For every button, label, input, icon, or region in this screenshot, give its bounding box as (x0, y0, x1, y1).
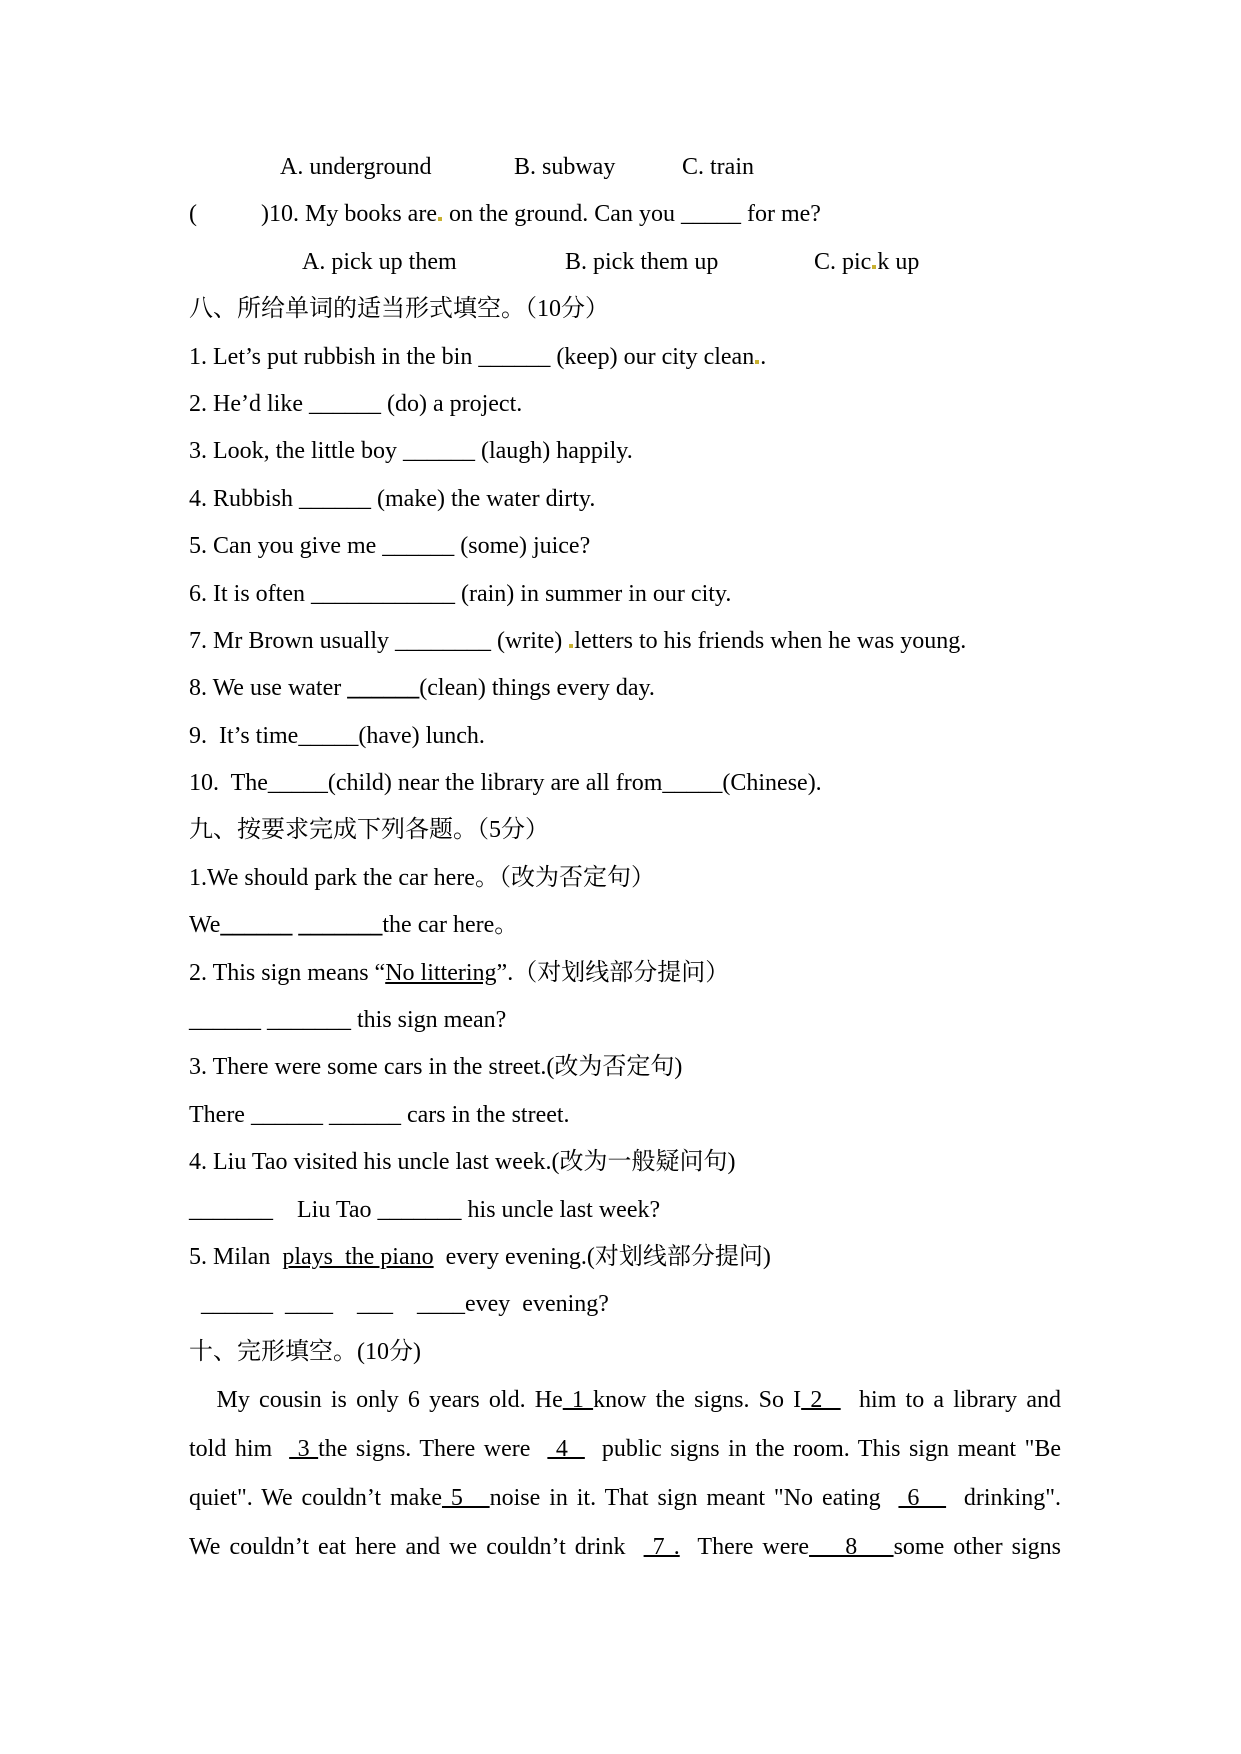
passage-text: know the signs. So I (593, 1387, 802, 1414)
answer-paren-open: ( (189, 201, 197, 228)
section-8-title: 八、所给单词的适当形式填空。（10分） (189, 296, 609, 323)
s8-item-1 (189, 334, 1061, 381)
question-10 (189, 191, 1061, 238)
question-text: 2. This sign means “ (189, 959, 386, 986)
answer-blank[interactable]: ______ (347, 675, 420, 702)
s8-item-7 (189, 618, 1061, 665)
cloze-blank-2[interactable]: 2 (801, 1387, 841, 1414)
s9-question-1: 1.We should park the car here。（改为否定句） (189, 864, 655, 891)
question-text: 5. Milan (189, 1243, 283, 1270)
underlined-phrase: No littering (385, 959, 497, 986)
s8-item-10: 10. The_____(child) near the library are all from_____(Chinese). (189, 770, 822, 797)
stem-part: on the ground. Can you _____ for me? (442, 201, 821, 228)
item-text: . (760, 343, 767, 370)
answer-blank[interactable]: ______ (220, 912, 293, 939)
underlined-phrase: plays the piano (282, 1243, 434, 1270)
q9-options (189, 144, 1061, 191)
item-text: 1. Let’s put rubbish in the bin ______ (keep) our city clean (189, 343, 755, 370)
passage-text: some other signs (893, 1534, 1062, 1561)
s9-question-5 (189, 1234, 1061, 1281)
s8-item-8 (189, 665, 1061, 712)
passage-text: noise in it. That sign meant "No eating (489, 1485, 899, 1512)
question-10-stem (261, 191, 821, 238)
passage-line-3 (189, 1474, 1061, 1523)
option-c-part: k up (877, 248, 920, 275)
highlight-mark (872, 265, 876, 269)
option-b: B. pick them up (565, 248, 719, 275)
q10-options (189, 239, 1061, 286)
item-text: 7. Mr Brown usually ________ (write) (189, 627, 569, 654)
item-text: letters to his friends when he was young. (574, 627, 967, 654)
answer-text: the car here。 (382, 912, 519, 939)
cloze-blank-4[interactable]: 4 (547, 1436, 585, 1463)
passage-text: public signs in the room. This sign meant "Be (584, 1436, 1062, 1463)
highlight-mark (569, 644, 573, 648)
s8-item-2: 2. He’d like ______ (do) a project. (189, 390, 523, 417)
passage-text: quiet". We couldn’t make (189, 1485, 442, 1512)
item-text: 8. We use water (189, 675, 348, 702)
passage-text: told him (189, 1436, 290, 1463)
answer-paren-close: ) (261, 201, 269, 228)
s9-question-3: 3. There were some cars in the street.(改为否定句) (189, 1054, 683, 1081)
stem-part: 10. My books are (269, 201, 437, 228)
passage-text: My cousin is only 6 years old. He (189, 1387, 563, 1414)
section-10-title: 十、完形填空。(10分) (189, 1338, 421, 1365)
item-text: (clean) things every day. (419, 675, 655, 702)
option-a: A. pick up them (302, 248, 457, 275)
answer-blank[interactable]: _______ (298, 912, 383, 939)
cloze-blank-7[interactable]: 7 . (643, 1534, 680, 1561)
s8-item-6: 6. It is often ____________ (rain) in summer in our city. (189, 580, 732, 607)
option-c: C. train (682, 154, 754, 180)
answer-text: We (189, 912, 221, 939)
passage-text: We couldn’t eat here and we couldn’t drink (189, 1534, 644, 1561)
cloze-blank-8[interactable]: 8 (809, 1534, 894, 1561)
cloze-blank-5[interactable]: 5 (441, 1485, 490, 1512)
cloze-blank-1[interactable]: 1 (562, 1387, 594, 1414)
s8-item-3: 3. Look, the little boy ______ (laugh) happily. (189, 438, 633, 465)
s9-answer-1 (189, 902, 1061, 949)
question-text: ”.（对划线部分提问） (496, 959, 730, 986)
highlight-mark (755, 360, 759, 364)
question-text: every evening.(对划线部分提问) (433, 1243, 771, 1270)
s8-item-5: 5. Can you give me ______ (some) juice? (189, 533, 591, 560)
option-c-part: C. pic (814, 248, 872, 275)
passage-line-1 (189, 1376, 1061, 1425)
s9-answer-3: There ______ ______ cars in the street. (189, 1101, 570, 1128)
s9-answer-5: ______ ____ ___ ____evey evening? (189, 1291, 609, 1318)
passage-text: There were (679, 1534, 810, 1561)
section-9-title: 九、按要求完成下列各题。（5分） (189, 817, 549, 844)
exam-page (189, 144, 1061, 1572)
cloze-blank-3[interactable]: 3 (289, 1436, 319, 1463)
s9-answer-4: _______ Liu Tao _______ his uncle last week? (189, 1196, 661, 1223)
cloze-blank-6[interactable]: 6 (898, 1485, 947, 1512)
passage-text: him to a library and (840, 1387, 1062, 1414)
option-c (814, 239, 919, 286)
passage-text: drinking". (946, 1485, 1062, 1512)
s9-question-2 (189, 950, 1061, 997)
s9-answer-2: ______ _______ this sign mean? (189, 1007, 507, 1034)
s8-item-9: 9. It’s time_____(have) lunch. (189, 722, 485, 749)
s9-question-4: 4. Liu Tao visited his uncle last week.(改为一般疑问句) (189, 1149, 736, 1176)
highlight-mark (438, 217, 442, 221)
passage-line-4 (189, 1523, 1061, 1572)
option-b: B. subway (514, 154, 616, 180)
passage-text: the signs. There were (318, 1436, 548, 1463)
passage-line-2 (189, 1425, 1061, 1474)
s8-item-4: 4. Rubbish ______ (make) the water dirty. (189, 485, 596, 512)
option-a: A. underground (280, 154, 432, 180)
